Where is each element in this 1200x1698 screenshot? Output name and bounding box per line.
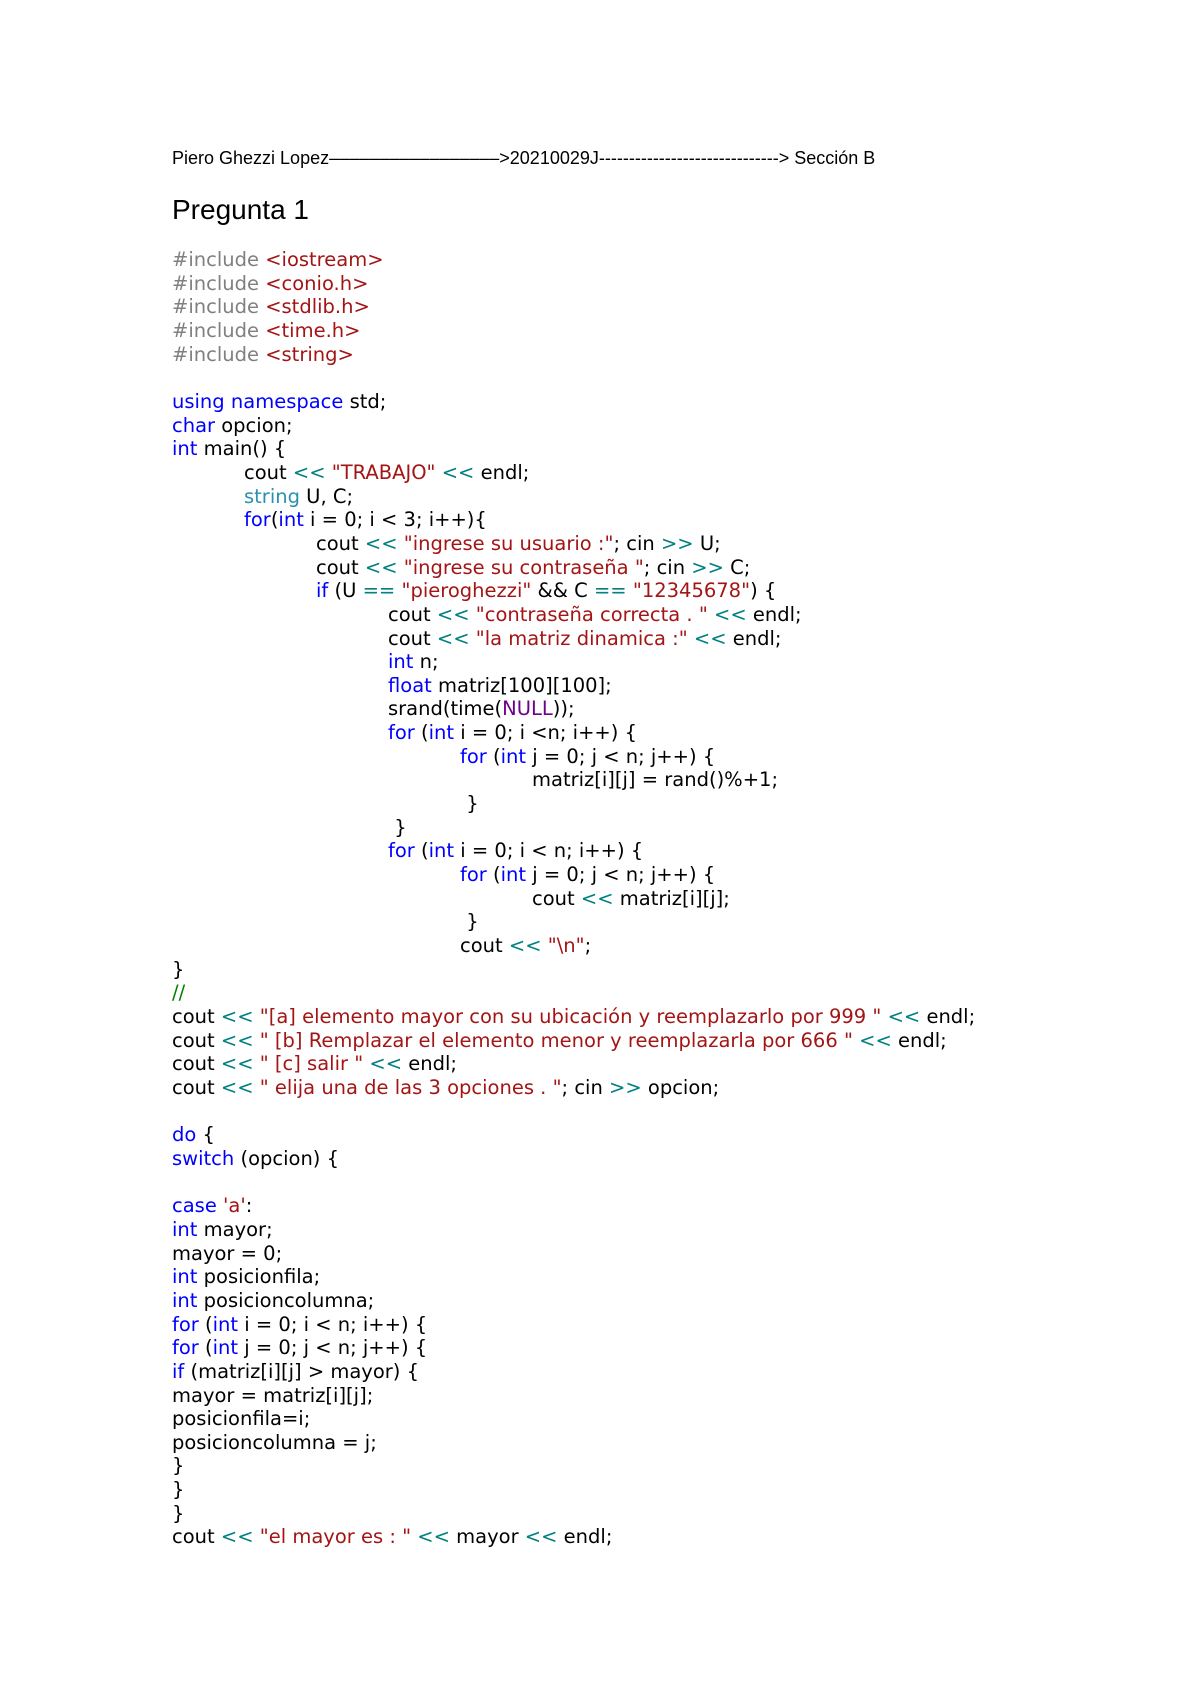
string-literal-token: "pieroghezzi" — [401, 579, 532, 603]
code-line — [172, 1431, 975, 1455]
code-line — [172, 792, 975, 816]
code-line — [172, 910, 975, 934]
code-text-token: matriz[100][100]; — [431, 673, 612, 697]
operator-token: << — [220, 1525, 254, 1549]
code-text-token — [172, 863, 460, 886]
keyword-token: namespace — [230, 389, 344, 413]
code-line — [172, 1384, 975, 1408]
keyword-token: int — [428, 721, 455, 745]
code-text-token: j = 0; j < n; j++) { — [238, 1336, 428, 1360]
code-text-token: cout — [172, 1028, 221, 1052]
code-text-token — [172, 508, 244, 531]
code-text-token: ; — [584, 934, 592, 958]
string-literal-token: "TRABAJO" — [331, 460, 436, 484]
code-line — [172, 295, 975, 319]
keyword-token: for — [460, 863, 487, 887]
keyword-token: int — [212, 1336, 239, 1360]
code-line — [172, 816, 975, 840]
operator-token: << — [369, 1052, 403, 1076]
section-title: Pregunta 1 — [172, 194, 309, 225]
preprocessor-token: #include — [172, 342, 266, 366]
code-text-token: cout — [172, 460, 293, 484]
code-text-token — [172, 674, 388, 697]
code-line — [172, 1218, 975, 1242]
code-text-token: opcion; — [641, 1075, 720, 1099]
operator-token: << — [364, 555, 398, 579]
blank-code-line — [172, 1171, 975, 1195]
preprocessor-token: #include — [172, 248, 266, 271]
code-text-token: j = 0; j < n; j++) { — [526, 863, 716, 887]
code-text-token: : — [245, 1194, 253, 1218]
code-text-token: i = 0; i < n; i++) { — [238, 1312, 428, 1336]
code-text-token: cout — [172, 555, 365, 579]
operator-token: << — [859, 1028, 892, 1052]
code-line — [172, 1029, 975, 1053]
code-text-token: i = 0; i <n; i++) { — [454, 721, 637, 745]
code-line — [172, 1407, 975, 1431]
keyword-token: for — [460, 744, 487, 768]
operator-token: << — [508, 934, 542, 958]
code-text-token: ( — [486, 863, 501, 887]
keyword-token: int — [278, 508, 304, 532]
code-line — [172, 319, 975, 343]
keyword-token: int — [500, 863, 527, 887]
code-text-token: ; cin — [643, 555, 692, 579]
string-literal-token: <iostream> — [265, 248, 384, 271]
keyword-token: char — [172, 413, 216, 437]
preprocessor-token: #include — [172, 271, 266, 295]
keyword-token: for — [172, 1336, 199, 1360]
code-line — [172, 627, 975, 651]
code-text-token: ; cin — [561, 1075, 610, 1099]
code-text-token: mayor = 0; — [172, 1241, 283, 1265]
keyword-token: for — [388, 839, 415, 863]
code-line — [172, 485, 975, 509]
code-line — [172, 1525, 975, 1549]
code-text-token: cout — [172, 1525, 221, 1549]
code-text-token — [172, 579, 316, 602]
code-text-token: ( — [414, 839, 429, 863]
code-text-token: srand(time( — [172, 697, 503, 721]
code-line — [172, 887, 975, 911]
code-text-token: cout — [172, 626, 437, 650]
code-line — [172, 721, 975, 745]
page-header-line: Piero Ghezzi Lopez–––––––––––––––––>20210029J------------------------------> Sección B — [172, 148, 876, 168]
code-line — [172, 1194, 975, 1218]
code-line — [172, 556, 975, 580]
operator-token: << — [220, 1028, 254, 1052]
code-text-token: endl; — [920, 1005, 976, 1028]
code-text-token: posicioncolumna; — [197, 1288, 375, 1312]
keyword-token: using — [172, 389, 225, 413]
code-line — [172, 461, 975, 485]
string-literal-token: <stdlib.h> — [265, 295, 370, 319]
code-text-token: && C — [531, 579, 594, 603]
string-literal-token: "ingrese su contraseña " — [403, 555, 644, 579]
code-text-token: } — [172, 1501, 185, 1525]
code-line — [172, 839, 975, 863]
code-text-token: endl; — [726, 626, 782, 650]
operator-token: << — [292, 460, 326, 484]
operator-token: << — [693, 626, 727, 650]
code-line — [172, 1454, 975, 1478]
code-text-token: C; — [723, 555, 751, 579]
code-line — [172, 603, 975, 627]
keyword-token: int — [172, 1217, 198, 1241]
blank-code-line — [172, 1100, 975, 1124]
string-literal-token: "[a] elemento mayor con su ubicación y reemplazarlo por 999 " — [259, 1005, 882, 1028]
string-literal-token: " [c] salir " — [259, 1052, 364, 1076]
operator-token: << — [524, 1525, 558, 1549]
code-line — [172, 508, 975, 532]
code-line — [172, 863, 975, 887]
code-line — [172, 390, 975, 414]
code-text-token — [172, 721, 388, 744]
code-text-token: } — [172, 1454, 185, 1478]
operator-token: << — [220, 1075, 254, 1099]
code-text-token: mayor; — [197, 1217, 273, 1241]
code-line — [172, 1336, 975, 1360]
code-block — [172, 248, 975, 1549]
type-token: string — [244, 484, 300, 508]
code-text-token: ( — [486, 744, 501, 768]
code-text-token — [172, 650, 388, 673]
code-text-token: posicionfila; — [197, 1265, 321, 1289]
comment-token: // — [172, 981, 186, 1005]
string-literal-token: <time.h> — [265, 318, 361, 342]
code-text-token: endl; — [557, 1525, 613, 1549]
keyword-token: float — [388, 673, 432, 697]
code-text-token: (matriz[i][j] > mayor) { — [184, 1359, 420, 1383]
code-line — [172, 1502, 975, 1526]
code-text-token: } — [172, 910, 479, 934]
code-line — [172, 934, 975, 958]
code-text-token — [172, 745, 460, 768]
code-text-token: ( — [198, 1336, 213, 1360]
keyword-token: if — [172, 1359, 185, 1383]
keyword-token: int — [428, 839, 455, 863]
code-text-token: mayor — [449, 1525, 525, 1549]
code-text-token: U; — [693, 531, 721, 555]
code-text-token: cout — [172, 1005, 221, 1028]
code-line — [172, 248, 975, 272]
operator-token: == — [593, 579, 627, 603]
code-line — [172, 981, 975, 1005]
operator-token: << — [364, 531, 398, 555]
code-line — [172, 768, 975, 792]
code-text-token: } — [172, 957, 185, 981]
keyword-token: int — [172, 1288, 198, 1312]
operator-token: << — [436, 602, 470, 626]
operator-token: << — [580, 886, 614, 910]
operator-token: << — [714, 602, 747, 626]
code-line — [172, 1265, 975, 1289]
code-line — [172, 958, 975, 982]
code-text-token: cout — [172, 934, 509, 958]
keyword-token: for — [388, 721, 415, 745]
code-text-token — [172, 485, 244, 508]
code-text-token: ( — [270, 508, 279, 532]
string-literal-token: "el mayor es : " — [259, 1525, 412, 1549]
operator-token: << — [441, 460, 475, 484]
code-line — [172, 1005, 975, 1029]
operator-token: >> — [691, 555, 724, 579]
macro-token: NULL — [502, 697, 553, 721]
string-literal-token: "12345678" — [632, 579, 751, 603]
keyword-token: int — [172, 437, 198, 461]
code-line — [172, 745, 975, 769]
code-text-token: )); — [552, 697, 575, 721]
code-text-token: i = 0; i < n; i++) { — [454, 839, 644, 863]
keyword-token: int — [172, 1265, 198, 1289]
code-text-token: } — [172, 1478, 185, 1502]
preprocessor-token: #include — [172, 295, 266, 319]
code-text-token: matriz[i][j] = rand()%+1; — [172, 768, 779, 792]
preprocessor-token: #include — [172, 318, 266, 342]
code-text-token: matriz[i][j]; — [613, 886, 730, 910]
operator-token: << — [436, 626, 470, 650]
operator-token: << — [417, 1525, 450, 1549]
keyword-token: int — [500, 744, 527, 768]
code-line — [172, 343, 975, 367]
operator-token: << — [887, 1005, 921, 1028]
keyword-token: int — [388, 650, 414, 674]
code-text-token: endl; — [746, 602, 802, 626]
code-text-token: std; — [343, 389, 387, 413]
code-text-token: posicionfila=i; — [172, 1407, 311, 1431]
keyword-token: case — [172, 1194, 217, 1218]
string-literal-token: " elija una de las 3 opciones . " — [259, 1075, 562, 1099]
code-text-token: j = 0; j < n; j++) { — [526, 744, 716, 768]
keyword-token: for — [244, 508, 271, 532]
code-text-token: } — [172, 792, 479, 816]
code-text-token: n; — [413, 650, 439, 674]
keyword-token: for — [172, 1312, 199, 1336]
code-line — [172, 414, 975, 438]
code-text-token: ( — [414, 721, 429, 745]
keyword-token: if — [316, 579, 329, 603]
keyword-token: int — [212, 1312, 239, 1336]
string-literal-token: 'a' — [223, 1194, 246, 1218]
code-text-token: i = 0; i < 3; i++){ — [303, 508, 487, 532]
code-line — [172, 437, 975, 461]
code-line — [172, 1478, 975, 1502]
string-literal-token: " [b] Remplazar el elemento menor y reemplazarla por 666 " — [259, 1028, 853, 1052]
code-line — [172, 697, 975, 721]
code-text-token: U, C; — [299, 484, 354, 508]
code-line — [172, 1313, 975, 1337]
code-text-token: posicioncolumna = j; — [172, 1430, 377, 1454]
operator-token: == — [362, 579, 396, 603]
code-line — [172, 579, 975, 603]
code-line — [172, 1147, 975, 1171]
code-text-token: cout — [172, 1075, 221, 1099]
code-text-token: main() { — [197, 437, 287, 461]
operator-token: << — [220, 1052, 254, 1076]
string-literal-token: <string> — [265, 342, 354, 366]
code-line — [172, 650, 975, 674]
code-line — [172, 1076, 975, 1100]
operator-token: << — [220, 1005, 254, 1028]
code-line — [172, 674, 975, 698]
keyword-token: do — [172, 1123, 197, 1147]
operator-token: >> — [660, 531, 694, 555]
string-literal-token: <conio.h> — [265, 271, 369, 295]
code-text-token: opcion; — [215, 413, 293, 437]
code-text-token: cout — [172, 531, 365, 555]
code-text-token — [172, 839, 388, 862]
keyword-token: switch — [172, 1146, 235, 1170]
code-line — [172, 1123, 975, 1147]
code-line — [172, 272, 975, 296]
code-text-token: { — [196, 1123, 215, 1147]
code-text-token: endl; — [474, 460, 530, 484]
code-text-token: ) { — [750, 579, 777, 603]
blank-code-line — [172, 366, 975, 390]
code-text-token: cout — [172, 602, 437, 626]
code-line — [172, 1360, 975, 1384]
code-text-token: cout — [172, 886, 581, 910]
code-text-token: ; cin — [613, 531, 661, 555]
code-text-token: endl; — [402, 1052, 457, 1076]
code-text-token: cout — [172, 1052, 221, 1076]
code-line — [172, 1242, 975, 1266]
code-text-token: (U — [328, 579, 363, 603]
operator-token: >> — [609, 1075, 642, 1099]
code-text-token: (opcion) { — [234, 1146, 340, 1170]
code-text-token: endl; — [891, 1028, 947, 1052]
code-text-token: } — [172, 815, 407, 839]
string-literal-token: "contraseña correcta . " — [475, 602, 708, 626]
code-text-token: mayor = matriz[i][j]; — [172, 1383, 374, 1407]
string-literal-token: "\n" — [547, 934, 585, 958]
code-line — [172, 1052, 975, 1076]
string-literal-token: "la matriz dinamica :" — [475, 626, 688, 650]
code-line — [172, 532, 975, 556]
code-line — [172, 1289, 975, 1313]
string-literal-token: "ingrese su usuario :" — [403, 531, 614, 555]
code-text-token: ( — [198, 1312, 213, 1336]
